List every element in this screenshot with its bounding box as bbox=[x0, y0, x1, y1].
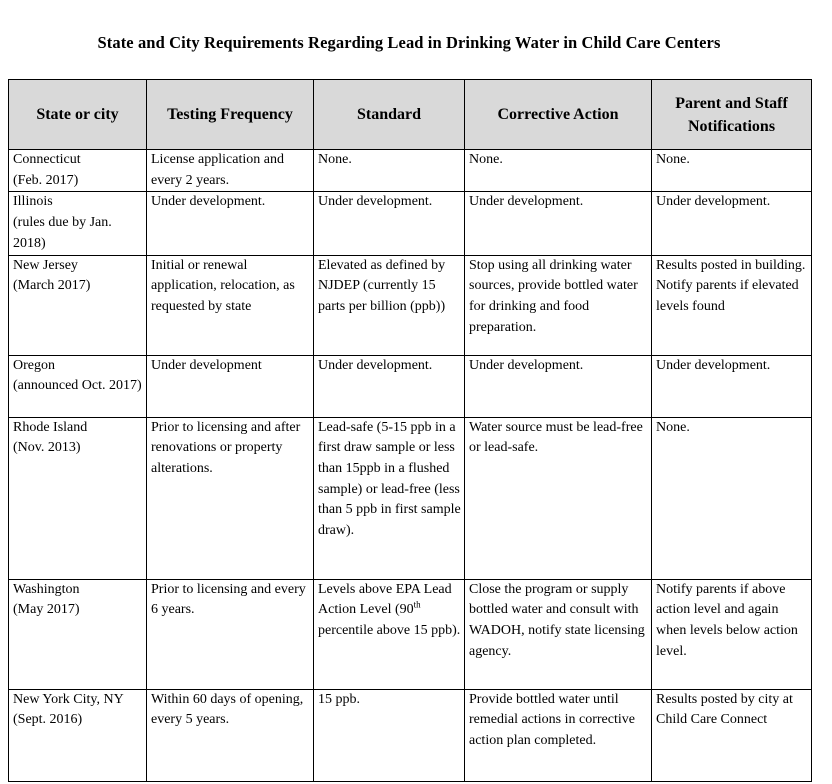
notifications-cell: None. bbox=[652, 417, 812, 579]
state-name: Rhode Island bbox=[13, 419, 88, 435]
testing-cell: Within 60 days of opening, every 5 years. bbox=[147, 689, 314, 781]
state-date: (announced Oct. 2017) bbox=[13, 378, 142, 394]
state-name: New Jersey bbox=[13, 257, 78, 273]
header-testing-frequency: Testing Frequency bbox=[147, 80, 314, 150]
state-name: Oregon bbox=[13, 357, 55, 373]
header-corrective-action: Corrective Action bbox=[465, 80, 652, 150]
corrective-cell: Under development. bbox=[465, 192, 652, 255]
testing-cell: Initial or renewal application, relocation, as requested by state bbox=[147, 255, 314, 355]
standard-cell: 15 ppb. bbox=[314, 689, 465, 781]
state-cell bbox=[9, 579, 147, 689]
notifications-cell: Under development. bbox=[652, 192, 812, 255]
standard-cell: Under development. bbox=[314, 192, 465, 255]
table-row bbox=[9, 579, 812, 689]
corrective-cell: Water source must be lead-free or lead-safe. bbox=[465, 417, 652, 579]
state-name: Connecticut bbox=[13, 152, 81, 167]
state-date: (rules due by Jan. 2018) bbox=[13, 215, 112, 251]
state-date: (Nov. 2013) bbox=[13, 440, 81, 456]
ordinal-superscript: th bbox=[413, 599, 421, 610]
table-row bbox=[9, 689, 812, 781]
notifications-cell: Results posted in building. Notify parents if elevated levels found bbox=[652, 255, 812, 355]
state-name: Washington bbox=[13, 581, 80, 597]
table-row bbox=[9, 192, 812, 255]
state-cell bbox=[9, 355, 147, 417]
requirements-table bbox=[8, 79, 812, 782]
state-cell bbox=[9, 192, 147, 255]
state-date: (Feb. 2017) bbox=[13, 172, 79, 188]
corrective-cell: None. bbox=[465, 150, 652, 192]
notifications-cell: None. bbox=[652, 150, 812, 192]
table-row bbox=[9, 150, 812, 192]
header-state: State or city bbox=[9, 80, 147, 150]
state-cell bbox=[9, 417, 147, 579]
corrective-cell: Stop using all drinking water sources, provide bottled water for drinking and food preparation. bbox=[465, 255, 652, 355]
state-date: (Sept. 2016) bbox=[13, 712, 83, 728]
state-name: New York City, NY bbox=[13, 691, 124, 707]
testing-cell: Under development bbox=[147, 355, 314, 417]
state-cell bbox=[9, 150, 147, 192]
testing-cell: Prior to licensing and every 6 years. bbox=[147, 579, 314, 689]
corrective-cell: Provide bottled water until remedial actions in corrective action plan completed. bbox=[465, 689, 652, 781]
standard-text-continued: percentile above 15 ppb). bbox=[318, 622, 461, 638]
corrective-cell: Under development. bbox=[465, 355, 652, 417]
page-title: State and City Requirements Regarding Lead in Drinking Water in Child Care Centers bbox=[97, 33, 721, 52]
state-name: Illinois bbox=[13, 194, 53, 210]
table-row bbox=[9, 255, 812, 355]
standard-cell bbox=[314, 579, 465, 689]
notifications-cell: Under development. bbox=[652, 355, 812, 417]
state-date: (March 2017) bbox=[13, 278, 91, 294]
corrective-cell: Close the program or supply bottled water and consult with WADOH, notify state licensing agency. bbox=[465, 579, 652, 689]
table-header-row bbox=[9, 80, 812, 150]
standard-cell: None. bbox=[314, 150, 465, 192]
state-date: (May 2017) bbox=[13, 602, 80, 618]
testing-cell: License application and every 2 years. bbox=[147, 150, 314, 192]
testing-cell: Under development. bbox=[147, 192, 314, 255]
standard-cell: Under development. bbox=[314, 355, 465, 417]
standard-text: Levels above EPA Lead Action Level (90 bbox=[318, 581, 452, 618]
testing-cell: Prior to licensing and after renovations or property alterations. bbox=[147, 417, 314, 579]
standard-cell: Elevated as defined by NJDEP (currently 15 parts per billion (ppb)) bbox=[314, 255, 465, 355]
standard-cell: Lead-safe (5-15 ppb in a first draw sample or less than 15ppb in a flushed sample) or lead-free (less than 5 ppb in first sample draw). bbox=[314, 417, 465, 579]
table-row bbox=[9, 355, 812, 417]
state-cell bbox=[9, 689, 147, 781]
header-notifications: Parent and Staff Notifications bbox=[652, 80, 812, 150]
header-standard: Standard bbox=[314, 80, 465, 150]
notifications-cell: Results posted by city at Child Care Connect bbox=[652, 689, 812, 781]
notifications-cell: Notify parents if above action level and again when levels below action level. bbox=[652, 579, 812, 689]
table-row bbox=[9, 417, 812, 579]
state-cell bbox=[9, 255, 147, 355]
